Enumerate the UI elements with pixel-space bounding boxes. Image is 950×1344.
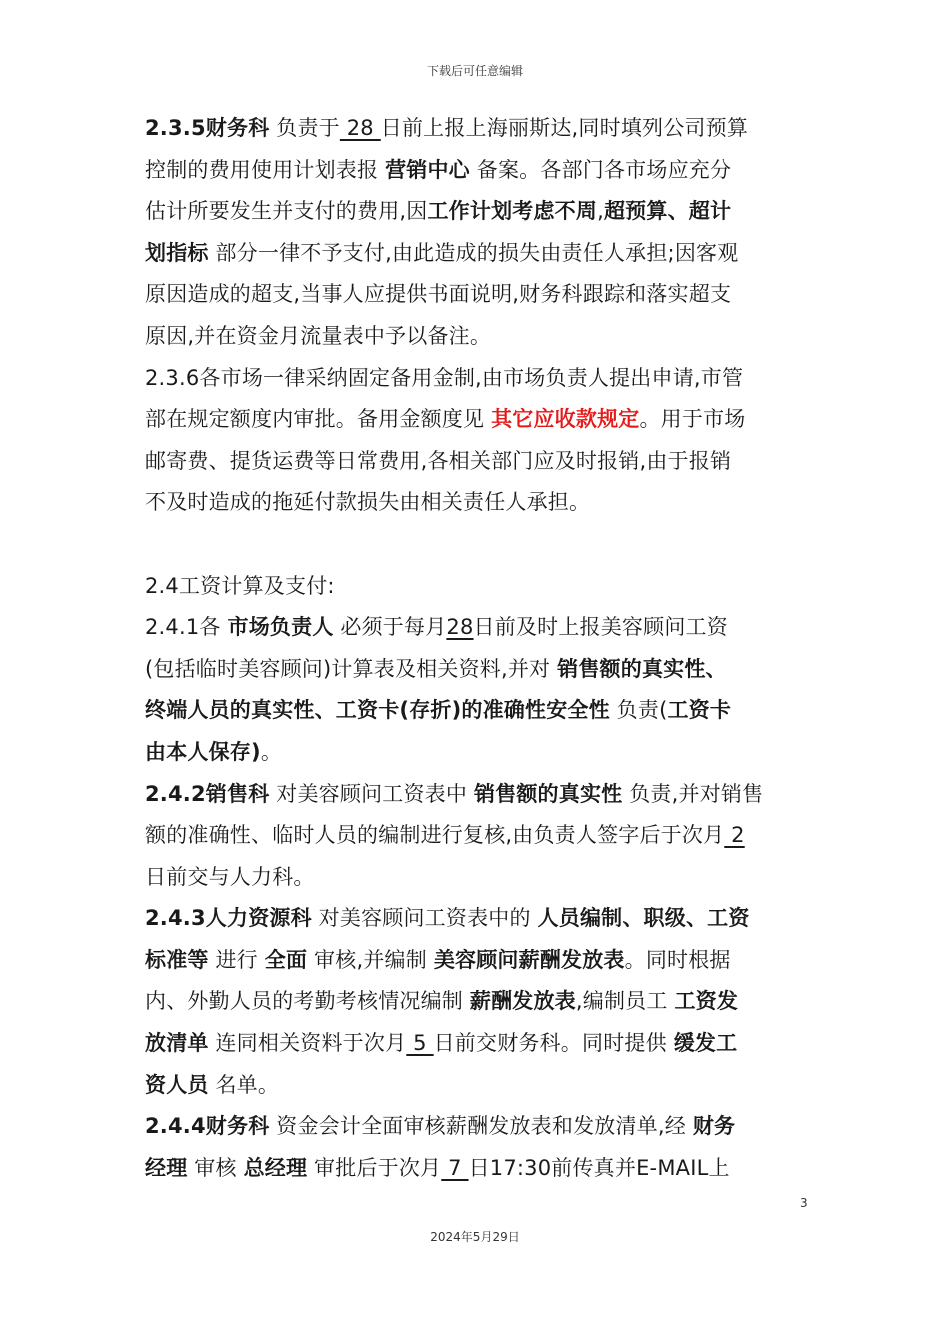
text-line bbox=[145, 441, 825, 483]
text-segment: 。用于市场 bbox=[639, 407, 746, 432]
document-body bbox=[145, 108, 825, 1189]
text-line bbox=[145, 1065, 825, 1107]
text-segment: 全面 bbox=[264, 947, 308, 972]
text-segment: 资人员 bbox=[145, 1072, 209, 1097]
text-segment: 进行 bbox=[208, 947, 265, 972]
text-segment: 日前交与人力科。 bbox=[145, 864, 315, 889]
text-segment: 其它应收款规定 bbox=[491, 407, 640, 432]
page-footer-date: 2024年5月29日 bbox=[430, 1230, 520, 1244]
text-segment: 工作计划考虑不周 bbox=[427, 199, 598, 224]
text-segment: 销售额的真实性、 bbox=[557, 656, 727, 681]
text-line bbox=[145, 358, 825, 400]
text-segment: 对美容顾问工资表中 bbox=[269, 781, 474, 806]
text-segment: 2.4.1各 bbox=[145, 615, 228, 640]
text-segment: 日前上报上海丽斯达,同时填列公司预算 bbox=[380, 116, 749, 140]
text-segment: 额的准确性、临时人员的编制进行复核,由负责人签字后于次月 bbox=[145, 823, 725, 848]
text-segment: 估计所要发生并支付的费用,因 bbox=[145, 199, 428, 224]
text-segment: 原因,并在资金月流量表中予以备注。 bbox=[145, 323, 492, 348]
text-line bbox=[145, 649, 825, 691]
text-segment: 市场负责人 bbox=[227, 615, 334, 640]
text-line bbox=[145, 1106, 825, 1148]
text-segment: 审核,并编制 bbox=[307, 947, 434, 972]
page-number: 3 bbox=[800, 1196, 808, 1210]
text-segment: 人员编制、职级、工资 bbox=[537, 906, 750, 931]
text-segment: 。同时根据 bbox=[624, 947, 731, 972]
text-segment: 原因造成的超支,当事人应提供书面说明,财务科跟踪和落实超支 bbox=[145, 282, 732, 307]
text-segment: 部在规定额度内审批。备用金额度见 bbox=[145, 407, 492, 432]
text-segment: 负责于 bbox=[269, 116, 340, 140]
text-line bbox=[145, 857, 825, 899]
text-segment: 对美容顾问工资表中的 bbox=[311, 906, 538, 931]
text-segment: 放清单 bbox=[145, 1031, 209, 1056]
text-segment: 日前及时上报美容顾问工资 bbox=[473, 615, 728, 640]
text-line bbox=[145, 981, 825, 1023]
text-segment: 连同相关资料于次月 bbox=[208, 1031, 407, 1056]
text-line bbox=[145, 774, 825, 816]
text-segment: ,编制员工 bbox=[575, 989, 675, 1014]
text-segment: 销售额的真实性 bbox=[473, 781, 623, 806]
text-line bbox=[145, 1148, 825, 1190]
text-segment: 必须于每月 bbox=[333, 615, 447, 640]
text-segment: 负责( bbox=[609, 698, 668, 723]
text-line bbox=[145, 482, 825, 524]
text-segment: 审批后于次月 bbox=[307, 1155, 442, 1180]
text-segment: 划指标 bbox=[145, 240, 209, 265]
text-line bbox=[145, 233, 825, 275]
text-segment: 标准等 bbox=[145, 947, 209, 972]
text-segment: 不及时造成的拖延付款损失由相关责任人承担。 bbox=[145, 490, 591, 515]
text-segment: 。 bbox=[260, 739, 283, 764]
text-segment: 2.4.3人力资源科 bbox=[145, 906, 312, 931]
text-line bbox=[145, 940, 825, 982]
text-segment: 5 bbox=[406, 1031, 434, 1056]
text-segment: 邮寄费、提货运费等日常费用,各相关部门应及时报销,由于报销 bbox=[145, 448, 732, 473]
text-segment: 2.4.4财务科 bbox=[145, 1114, 270, 1139]
text-segment: 控制的费用使用计划表报 bbox=[145, 157, 386, 182]
text-line bbox=[145, 690, 825, 732]
text-segment: 备案。各部门各市场应充分 bbox=[469, 157, 732, 182]
text-segment: 由本人保存) bbox=[145, 739, 261, 764]
text-line bbox=[145, 191, 825, 233]
text-segment: 财务 bbox=[692, 1114, 736, 1139]
text-segment: 内、外勤人员的考勤考核情况编制 bbox=[145, 989, 470, 1014]
text-line bbox=[145, 815, 825, 857]
text-line bbox=[145, 898, 825, 940]
text-line bbox=[145, 1023, 825, 1065]
text-segment: 资金会计全面审核薪酬发放表和发放清单,经 bbox=[269, 1114, 693, 1139]
text-segment: 薪酬发放表 bbox=[469, 989, 576, 1014]
text-segment: 7 bbox=[441, 1155, 469, 1180]
text-segment: 2.3.5财务科 bbox=[145, 116, 270, 140]
text-segment: (包括临时美容顾问)计算表及相关资料,并对 bbox=[145, 656, 558, 681]
text-segment: 日17:30前传真并E-MAIL上 bbox=[468, 1155, 730, 1180]
text-segment: 2.3.6各市场一律采纳固定备用金制,由市场负责人提出申请,市管 bbox=[145, 365, 744, 390]
text-segment: 工资发 bbox=[674, 989, 739, 1014]
text-line bbox=[145, 607, 825, 649]
text-line bbox=[145, 399, 825, 441]
text-segment: 2 bbox=[724, 823, 745, 848]
text-segment: 28 bbox=[446, 615, 474, 640]
text-segment: 超预算、超计 bbox=[603, 199, 732, 224]
text-segment: 名单。 bbox=[208, 1072, 280, 1097]
text-segment: 营销中心 bbox=[385, 157, 470, 182]
text-segment: 总经理 bbox=[243, 1155, 308, 1180]
text-segment: 缓发工 bbox=[673, 1031, 738, 1056]
text-segment: 终端人员的真实性、工资卡(存折)的准确性安全性 bbox=[145, 698, 610, 723]
text-segment: 美容顾问薪酬发放表 bbox=[433, 947, 625, 972]
text-segment: 日前交财务科。同时提供 bbox=[433, 1031, 674, 1056]
text-segment: 负责,并对销售 bbox=[622, 781, 764, 806]
page-header: 下载后可任意编辑 bbox=[426, 64, 523, 78]
blank-line bbox=[145, 524, 825, 566]
text-segment: 28 bbox=[339, 116, 381, 140]
text-line bbox=[145, 150, 825, 192]
text-line bbox=[145, 566, 825, 608]
text-line bbox=[145, 732, 825, 774]
text-segment: 经理 bbox=[145, 1155, 188, 1180]
text-segment: 审核 bbox=[187, 1155, 244, 1180]
text-segment: 2.4工资计算及支付: bbox=[145, 573, 335, 598]
text-segment: 工资卡 bbox=[667, 698, 732, 723]
text-line bbox=[145, 108, 825, 150]
text-segment: 部分一律不予支付,由此造成的损失由责任人承担;因客观 bbox=[208, 240, 739, 265]
text-segment: 2.4.2销售科 bbox=[145, 781, 270, 806]
text-line bbox=[145, 316, 825, 358]
text-line bbox=[145, 274, 825, 316]
text-segment: , bbox=[597, 199, 604, 224]
